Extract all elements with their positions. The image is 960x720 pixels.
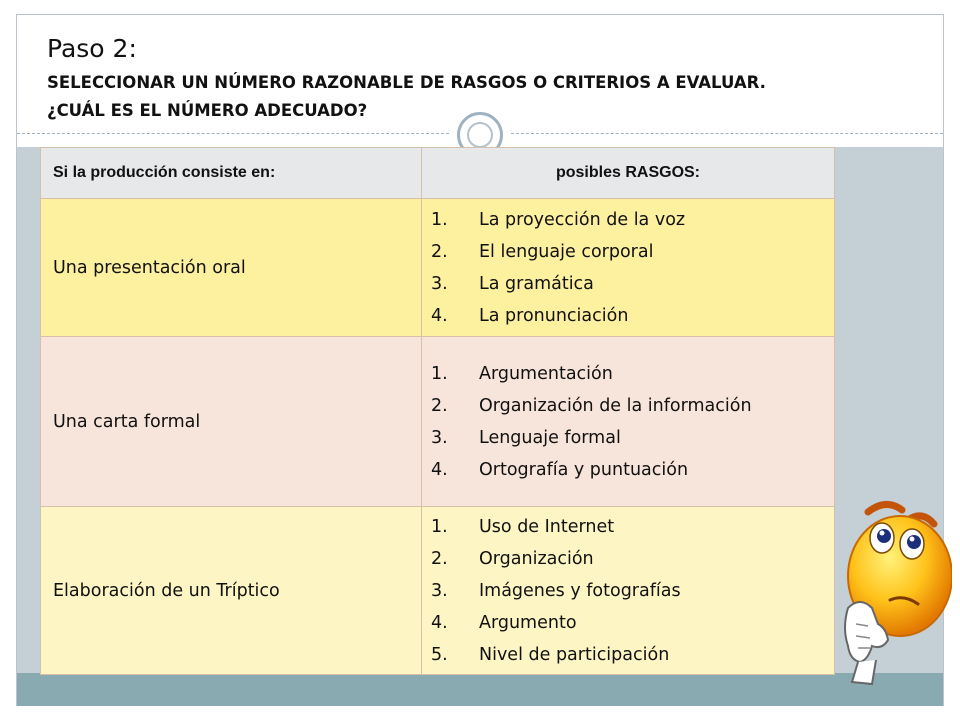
trait-text: Imágenes y fotografías (479, 580, 681, 601)
list-item: 2. Organización (431, 548, 594, 569)
list-item: 5. Nivel de participación (431, 644, 670, 665)
table-header-row (41, 148, 835, 199)
table-row (41, 507, 835, 675)
list-item: 3. Lenguaje formal (431, 427, 621, 448)
table-row (41, 337, 835, 507)
criteria-table (40, 147, 835, 675)
trait-text: Organización (479, 548, 594, 569)
slide-title: Paso 2: (47, 34, 137, 63)
trait-text: La pronunciación (479, 305, 629, 326)
list-item: 4. Ortografía y puntuación (431, 459, 689, 480)
trait-text: Uso de Internet (479, 516, 615, 537)
slide-subtitle (47, 69, 927, 125)
row-category: Elaboración de un Tríptico (41, 507, 422, 675)
row-category: Una presentación oral (41, 199, 422, 337)
list-item: 1. Argumentación (431, 363, 613, 384)
trait-text: El lenguaje corporal (479, 241, 654, 262)
list-item: 1. La proyección de la voz (431, 209, 686, 230)
trait-text: La proyección de la voz (479, 209, 686, 230)
subtitle-line-2: ¿CUÁL ES EL NÚMERO ADECUADO? (47, 101, 368, 120)
list-item: 3. La gramática (431, 273, 594, 294)
header-production: Si la producción consiste en: (41, 148, 422, 199)
thinking-face-icon (838, 496, 952, 686)
row-category: Una carta formal (41, 337, 422, 507)
list-item: 4. Argumento (431, 612, 577, 633)
slide-footer-band (17, 673, 943, 706)
table-row (41, 199, 835, 337)
list-item: 2. Organización de la información (431, 395, 752, 416)
row-traits (422, 507, 835, 675)
list-item: 2. El lenguaje corporal (431, 241, 654, 262)
row-traits (422, 199, 835, 337)
row-traits (422, 337, 835, 507)
trait-text: Organización de la información (479, 395, 752, 416)
subtitle-line-1: SELECCIONAR UN NÚMERO RAZONABLE DE RASGOS O CRITERIOS A EVALUAR. (47, 73, 766, 92)
trait-text: Ortografía y puntuación (479, 459, 689, 480)
traits-list (422, 204, 834, 332)
header-traits: posibles RASGOS: (422, 148, 835, 199)
circle-inner-ring (467, 122, 493, 148)
trait-text: Nivel de participación (479, 644, 670, 665)
list-item: 3. Imágenes y fotografías (431, 580, 681, 601)
traits-list (422, 358, 834, 486)
traits-list (422, 511, 834, 671)
list-item: 1. Uso de Internet (431, 516, 615, 537)
trait-text: Argumento (479, 612, 577, 633)
trait-text: Argumentación (479, 363, 613, 384)
trait-text: Lenguaje formal (479, 427, 621, 448)
list-item: 4. La pronunciación (431, 305, 629, 326)
trait-text: La gramática (479, 273, 594, 294)
